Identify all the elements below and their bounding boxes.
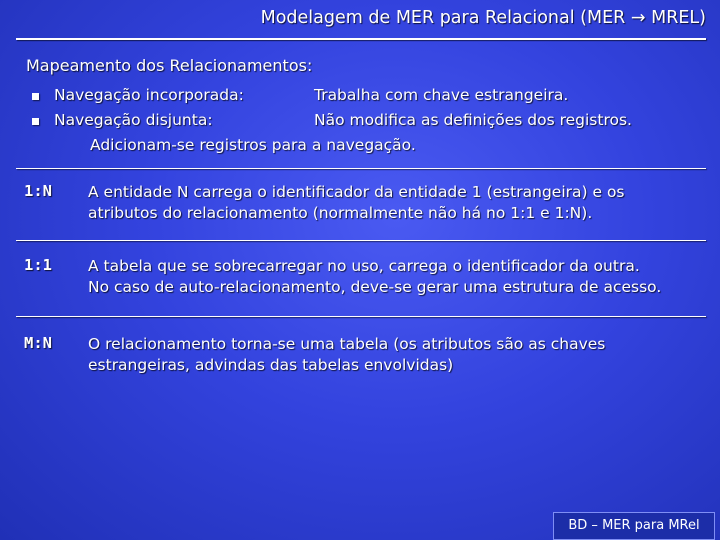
square-bullet-icon: [32, 93, 39, 100]
slide-title: Modelagem de MER para Relacional (MER → MREL): [260, 8, 706, 28]
section-divider: [16, 316, 706, 317]
description-line: A tabela que se sobrecarregar no uso, carrega o identificador da outra.: [88, 257, 640, 275]
intro-heading: Mapeamento dos Relacionamentos:: [26, 56, 313, 75]
mapping-description: [88, 182, 703, 224]
description-line: estrangeiras, advindas das tabelas envolvidas): [88, 356, 454, 374]
section-divider: [16, 240, 706, 241]
description-line: No caso de auto-relacionamento, deve-se gerar uma estrutura de acesso.: [88, 278, 662, 296]
bullet-subline: Adicionam-se registros para a navegação.: [90, 136, 416, 154]
title-divider: [16, 38, 706, 40]
bullet-label: Navegação disjunta:: [54, 111, 213, 129]
cardinality-label: 1:1: [24, 256, 52, 274]
cardinality-label: 1:N: [24, 182, 52, 200]
section-divider: [16, 168, 706, 169]
description-line: atributos do relacionamento (normalmente não há no 1:1 e 1:N).: [88, 204, 593, 222]
cardinality-label: M:N: [24, 334, 52, 352]
bullet-label: Navegação incorporada:: [54, 86, 244, 104]
bullet-description: Não modifica as definições dos registros.: [314, 111, 632, 129]
square-bullet-icon: [32, 118, 39, 125]
mapping-description: [88, 256, 703, 298]
description-line: A entidade N carrega o identificador da entidade 1 (estrangeira) e os: [88, 183, 625, 201]
description-line: O relacionamento torna-se uma tabela (os atributos são as chaves: [88, 335, 606, 353]
bullet-description: Trabalha com chave estrangeira.: [314, 86, 569, 104]
mapping-description: [88, 334, 703, 376]
footer-caption: BD – MER para MRel: [553, 512, 715, 540]
